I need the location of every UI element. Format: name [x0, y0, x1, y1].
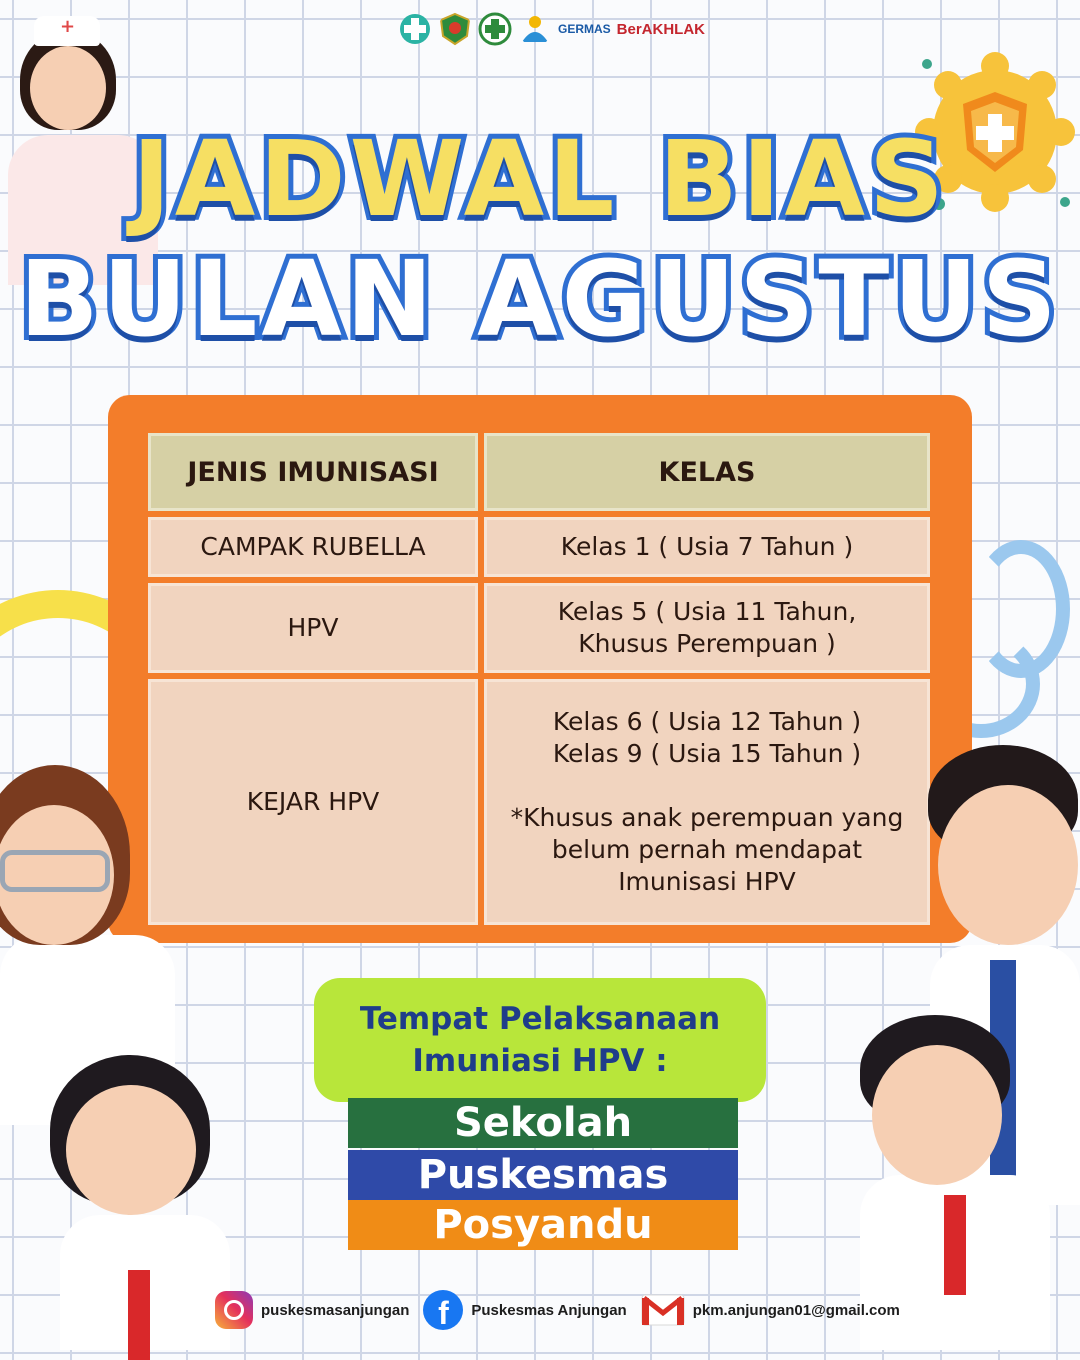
kemenkes-logo [398, 12, 432, 46]
cell-jenis: HPV [148, 583, 478, 673]
cell-kelas: Kelas 1 ( Usia 7 Tahun ) [484, 517, 930, 577]
place-sekolah: Sekolah [348, 1098, 738, 1148]
header-kelas: KELAS [484, 433, 930, 511]
schedule-panel [108, 395, 972, 943]
instagram-contact[interactable] [215, 1291, 409, 1329]
table-row [148, 583, 930, 673]
table-row [148, 679, 930, 925]
schedule-table [142, 427, 936, 931]
title-line-1: JADWAL BIAS [132, 118, 948, 240]
cell-kelas: Kelas 5 ( Usia 11 Tahun, Khusus Perempuan ) [484, 583, 930, 673]
puskesmas-logo [478, 12, 512, 46]
berakhlak-logo: BerAKHLAK [616, 20, 706, 38]
germas-text: GERMAS [558, 22, 611, 36]
location-box [314, 978, 766, 1102]
gmail-icon [641, 1294, 685, 1326]
facebook-contact[interactable] [423, 1290, 626, 1330]
nurse-illustration: + [0, 10, 190, 290]
instagram-handle[interactable]: puskesmasanjungan [261, 1301, 410, 1319]
facebook-name[interactable]: Puskesmas Anjungan [471, 1301, 627, 1319]
facebook-icon: f [423, 1290, 463, 1330]
place-posyandu: Posyandu [348, 1200, 738, 1250]
location-title: Tempat Pelaksanaan Imuniasi HPV : [359, 1001, 721, 1079]
logo-bar [398, 12, 705, 46]
footer-contacts [215, 1290, 900, 1330]
regional-emblem-logo [438, 12, 472, 46]
cell-jenis: CAMPAK RUBELLA [148, 517, 478, 577]
title-line-2: BULAN AGUSTUS [19, 238, 1061, 360]
email-contact[interactable] [641, 1294, 900, 1326]
cell-jenis: KEJAR HPV [148, 679, 478, 925]
instagram-icon [215, 1291, 253, 1329]
header-jenis-imunisasi: JENIS IMUNISASI [148, 433, 478, 511]
place-puskesmas: Puskesmas [348, 1150, 738, 1200]
cell-kelas: Kelas 6 ( Usia 12 Tahun ) Kelas 9 ( Usia 15 Tahun ) *Khusus anak perempuan yang belum pernah mendapat Imunisasi HPV [484, 679, 930, 925]
germas-logo [518, 12, 552, 46]
email-address[interactable]: pkm.anjungan01@gmail.com [692, 1301, 900, 1319]
table-row [148, 517, 930, 577]
